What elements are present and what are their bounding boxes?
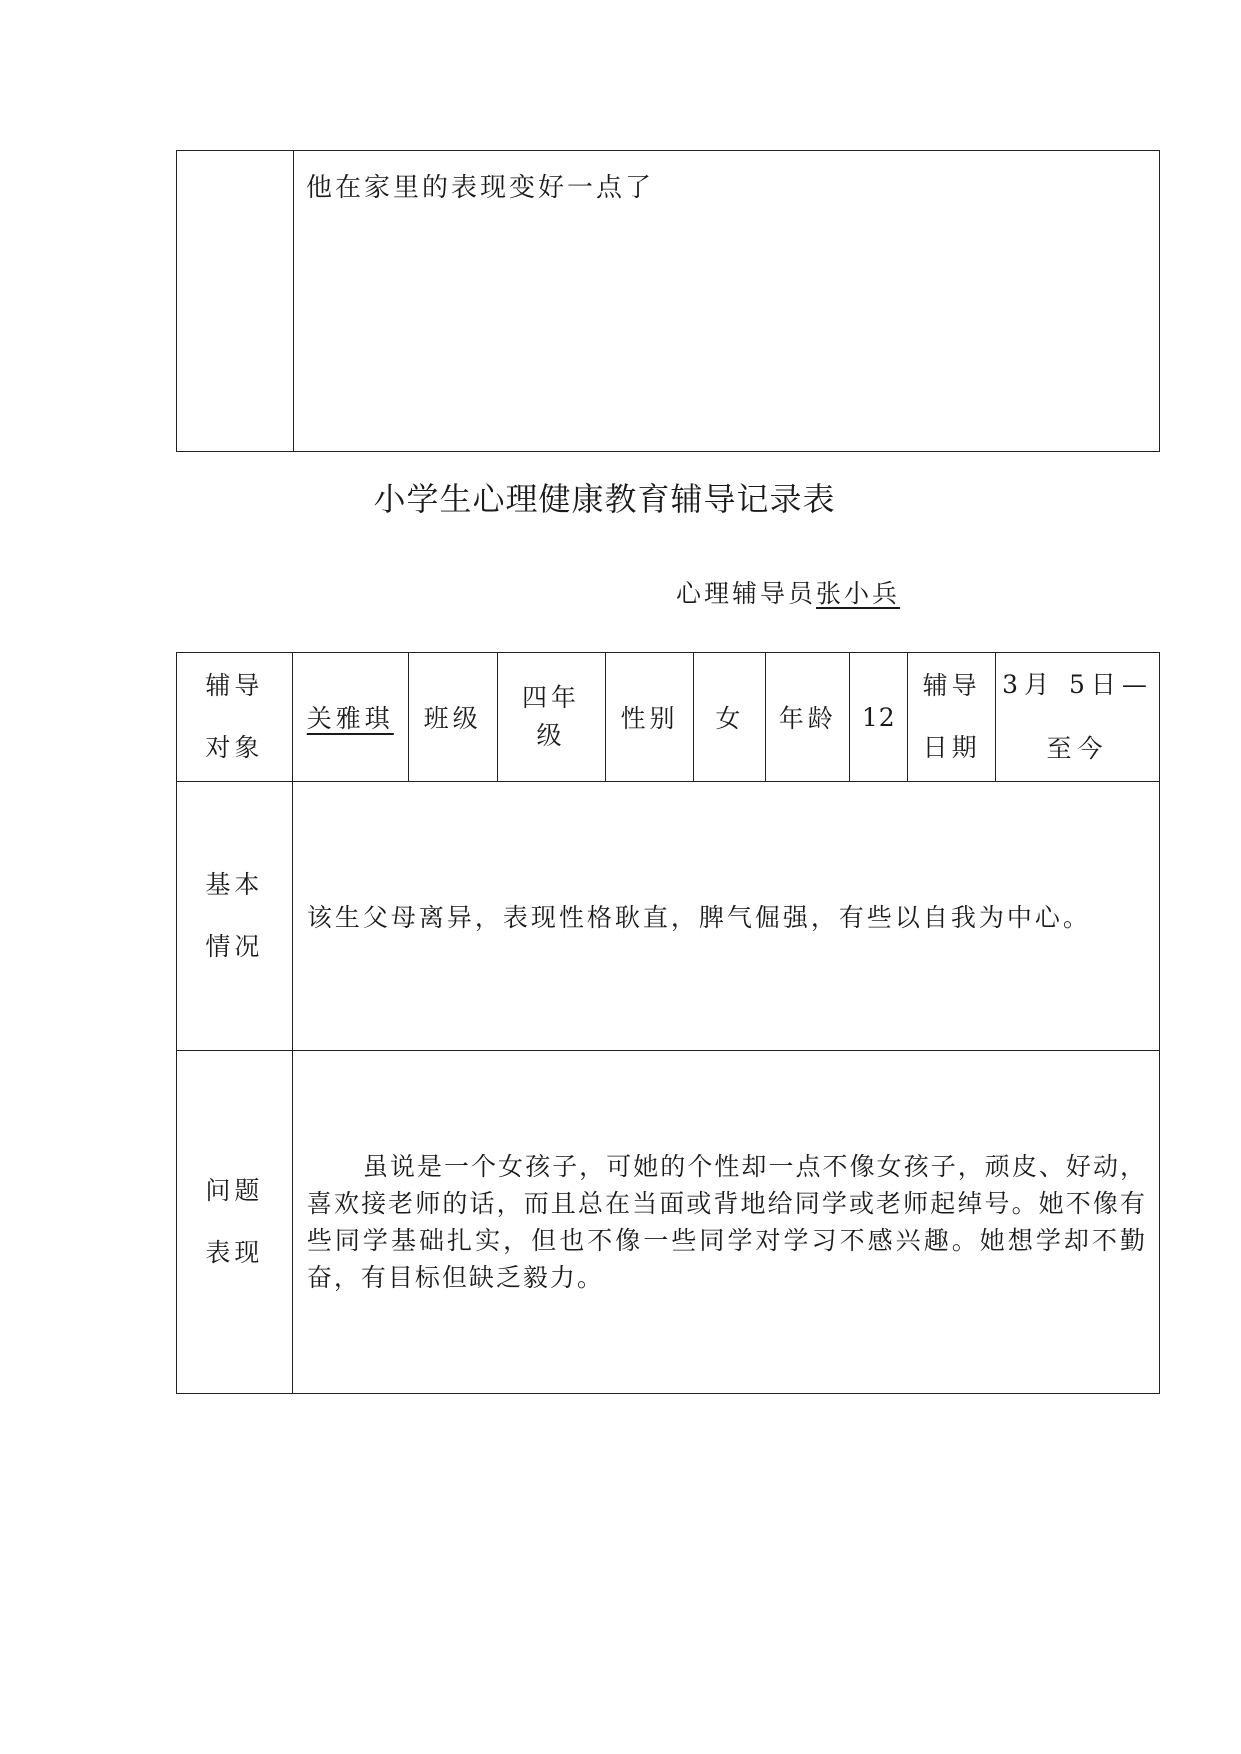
problem-label	[177, 1051, 293, 1394]
basic-info-label-line-1: 基本	[205, 870, 264, 899]
age-value: 12	[850, 653, 908, 782]
subject-name: 关雅琪	[306, 704, 394, 733]
date-value-line-2: 至今	[1046, 734, 1109, 763]
date-label	[908, 653, 996, 782]
counselor-name: 张小兵	[816, 579, 901, 608]
date-value	[996, 653, 1160, 782]
date-label-line-1: 辅导	[922, 671, 981, 700]
gender-value: 女	[694, 653, 766, 782]
counselor-line	[676, 574, 900, 610]
subject-label	[177, 653, 293, 782]
class-value-line-1: 四年	[522, 683, 581, 712]
page-title	[0, 474, 1241, 520]
counseling-record-table	[176, 652, 1160, 1394]
previous-record-content: 他在家里的表现变好一点了	[294, 151, 1160, 452]
basic-info-label	[177, 782, 293, 1051]
subject-name-cell	[292, 653, 408, 782]
problem-label-line-1: 问题	[205, 1176, 264, 1205]
class-value	[497, 653, 605, 782]
age-label: 年龄	[766, 653, 850, 782]
previous-record-label-cell	[177, 151, 294, 452]
class-value-line-2: 级	[536, 721, 566, 750]
basic-info-text: 该生父母离异，表现性格耿直，脾气倔强，有些以自我为中心。	[292, 782, 1159, 1051]
class-label: 班级	[408, 653, 497, 782]
basic-info-label-line-2: 情况	[205, 932, 264, 961]
problem-text: 虽说是一个女孩子，可她的个性却一点不像女孩子，顽皮、好动，喜欢接老师的话，而且总在当面或背地给同学或老师起绰号。她不像有些同学基础扎实，但也不像一些同学对学习不感兴趣。她想学却不勤奋，有目标但缺乏毅力。	[306, 1152, 1147, 1292]
subject-label-line-1: 辅导	[205, 671, 264, 700]
subject-label-line-2: 对象	[205, 733, 264, 762]
previous-record-table	[176, 150, 1160, 452]
problem-cell	[292, 1051, 1159, 1394]
date-value-line-1: 3月 5日—	[1002, 670, 1153, 699]
gender-label: 性别	[605, 653, 694, 782]
counselor-label: 心理辅导员	[676, 579, 817, 608]
problem-label-line-2: 表现	[205, 1238, 264, 1267]
title-text: 小学生心理健康教育辅导记录表	[373, 480, 836, 518]
date-label-line-2: 日期	[922, 733, 981, 762]
